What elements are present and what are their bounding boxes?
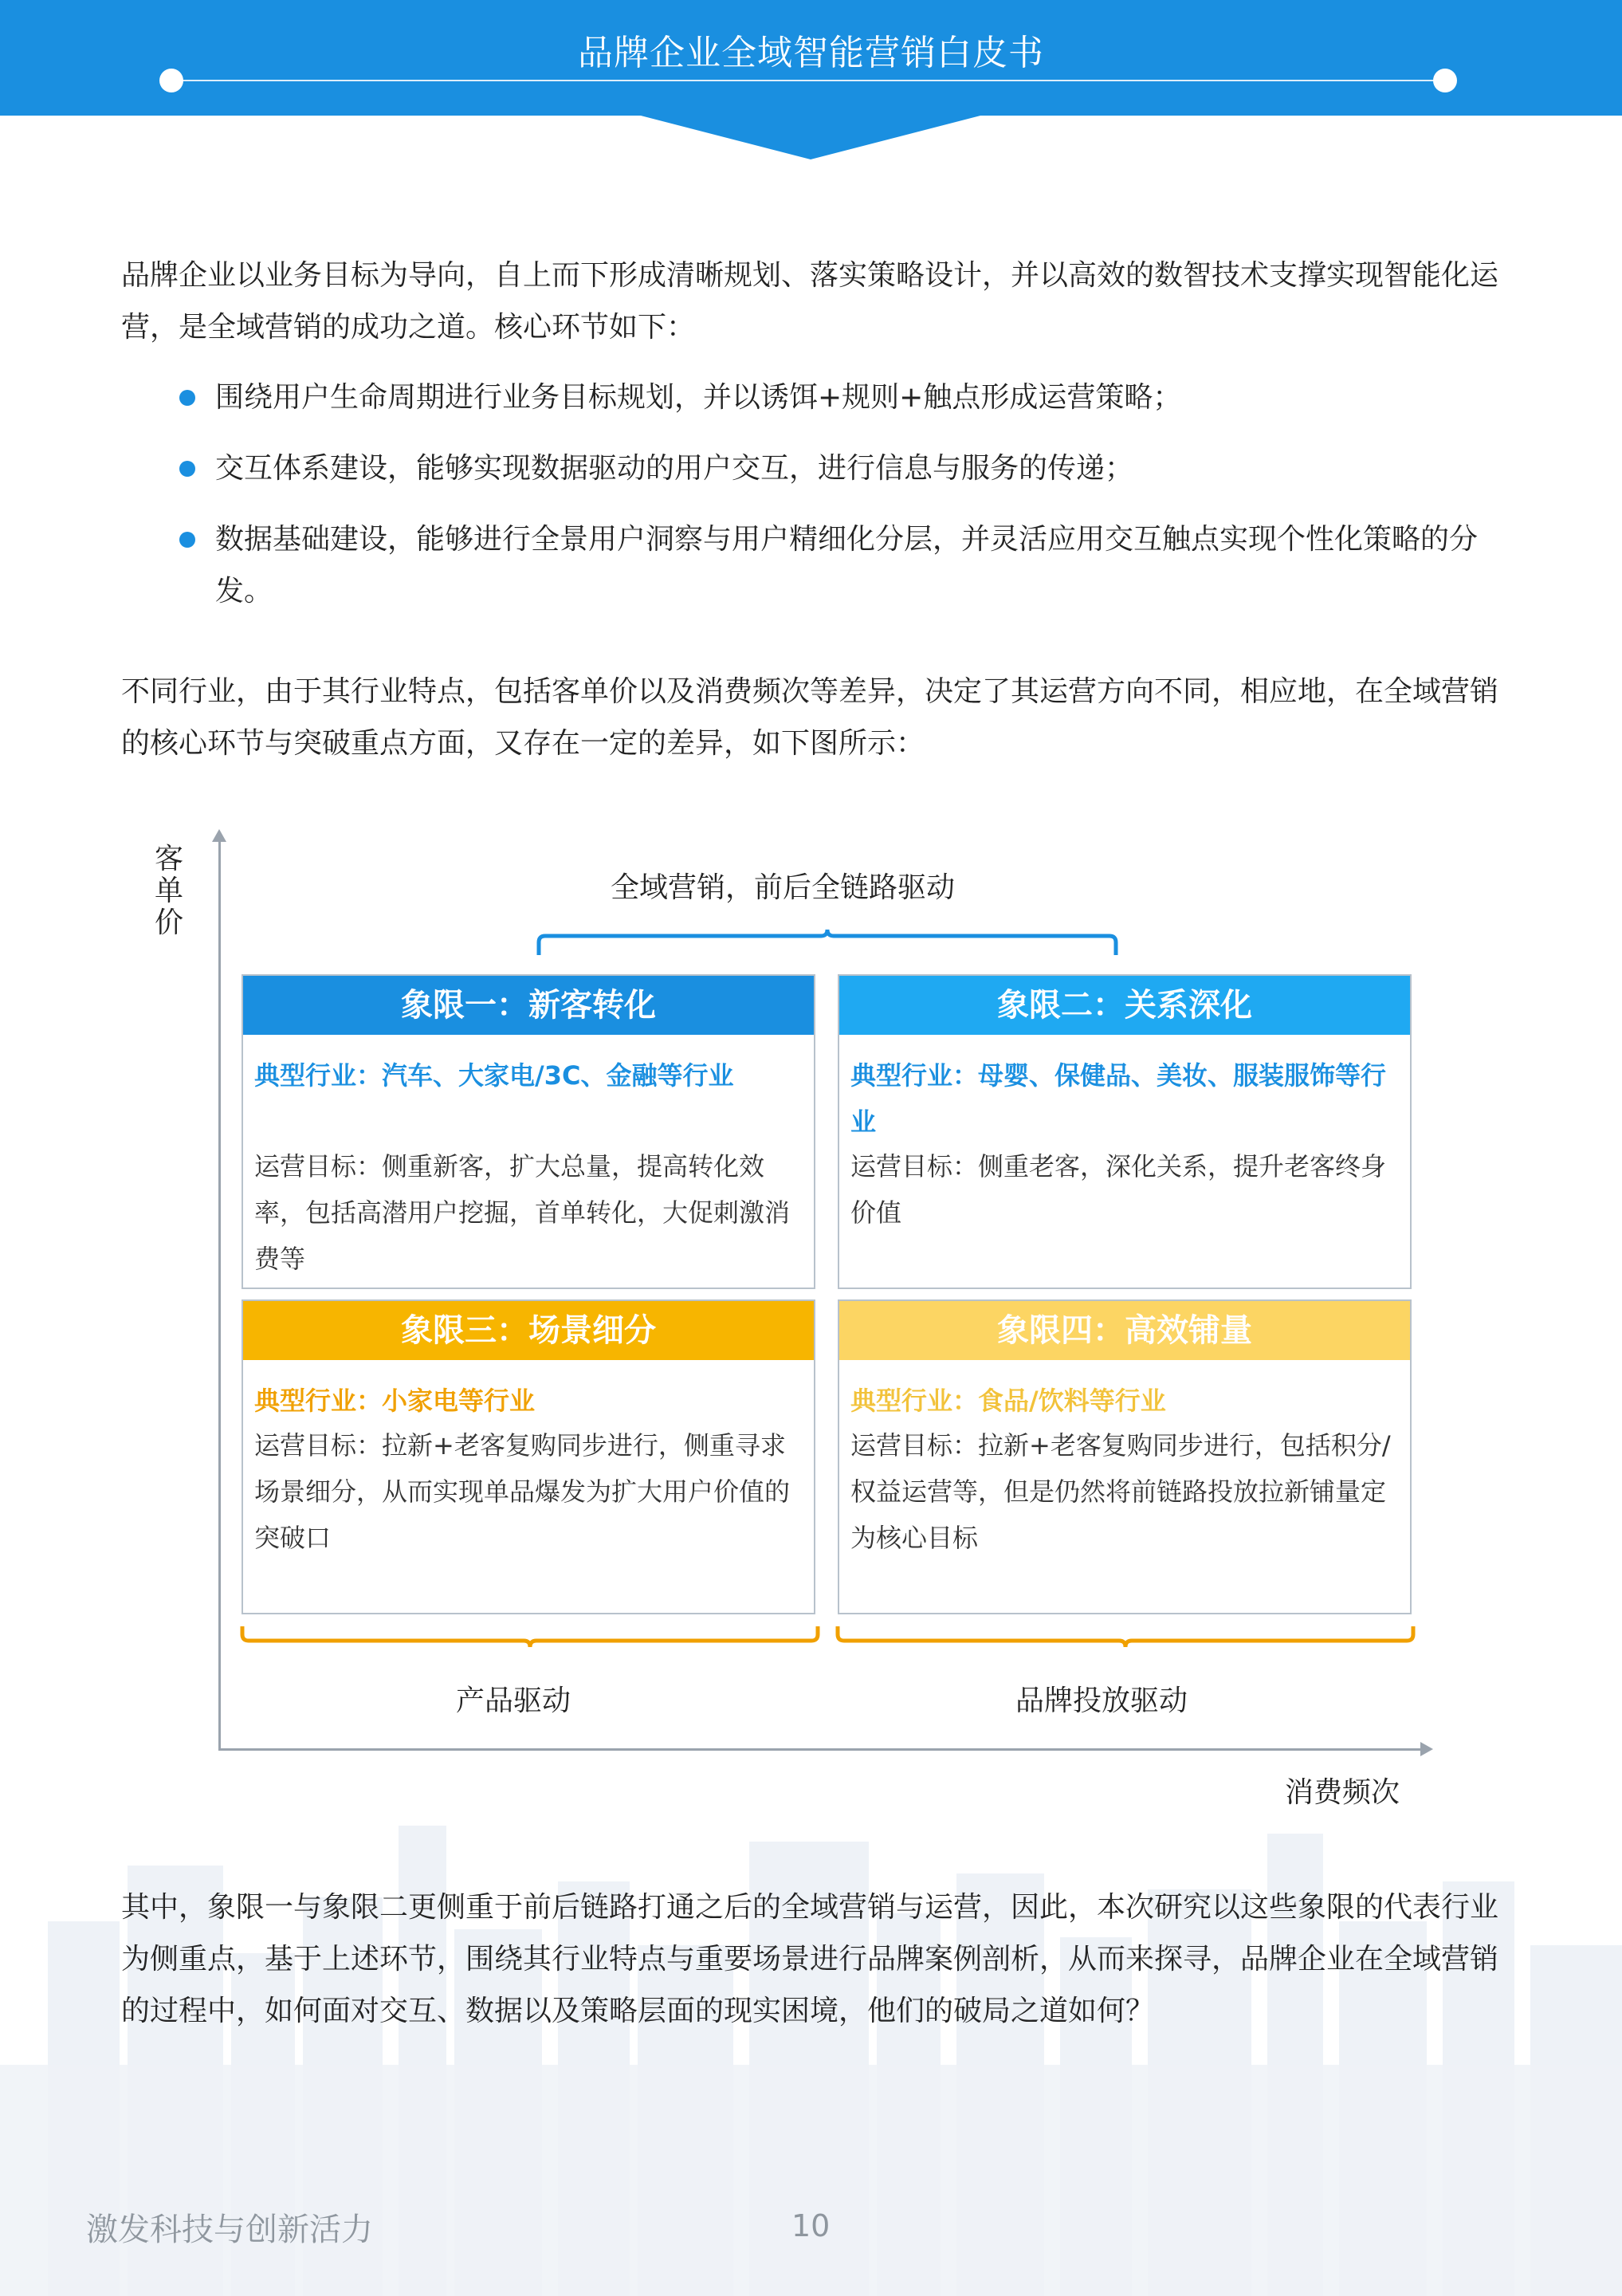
intro-paragraph: 品牌企业以业务目标为导向，自上而下形成清晰规划、落实策略设计，并以高效的数智技术支撑实现智能化运营，是全域营销的成功之道。核心环节如下： [121, 259, 1499, 344]
bottom-right-brace-icon [835, 1625, 1420, 1652]
header-notch [638, 115, 984, 159]
quadrant-4-title: 象限四：高效铺量 [839, 1301, 1410, 1360]
quadrant-3 [242, 1299, 815, 1614]
brand-driven-label: 品牌投放驱动 [1015, 1685, 1188, 1717]
bullet-text: 交互体系建设，能够实现数据驱动的用户交互，进行信息与服务的传递； [215, 452, 1134, 485]
quadrant-4 [838, 1299, 1412, 1614]
x-axis-arrow-icon [1420, 1742, 1433, 1756]
quadrant-3-goal: 运营目标：拉新+老客复购同步进行，侧重寻求场景细分，从而实现单品爆发为扩大用户价值的突破口 [254, 1430, 791, 1553]
bullet-text: 围绕用户生命周期进行业务目标规划，并以诱饵+规则+触点形成运营策略； [215, 381, 1182, 414]
bullet-item [179, 442, 1510, 494]
header-divider [171, 80, 1446, 81]
quadrant-2 [838, 974, 1412, 1289]
quadrant-2-goal: 运营目标：侧重老客，深化关系，提升老客终身价值 [850, 1151, 1387, 1228]
quadrant-2-industry: 典型行业：母婴、保健品、美妆、服装服饰等行业 [850, 1060, 1387, 1137]
bullet-dot-icon [179, 390, 195, 406]
bullet-list [179, 372, 1510, 636]
header-dot-left [159, 69, 183, 92]
header-dot-right [1433, 69, 1457, 92]
y-axis-label: 客单价 [154, 843, 183, 939]
header-title: 品牌企业全域智能营销白皮书 [578, 33, 1044, 73]
quadrant-3-industry: 典型行业：小家电等行业 [254, 1386, 536, 1416]
page-header [0, 0, 1622, 116]
bullet-dot-icon [179, 532, 195, 548]
page-number: 10 [791, 2208, 831, 2243]
bullet-item [179, 372, 1510, 423]
quadrant-1-title: 象限一：新客转化 [243, 976, 814, 1035]
quadrant-3-title: 象限三：场景细分 [243, 1301, 814, 1360]
top-brace-icon [534, 925, 1124, 957]
quadrant-2-title: 象限二：关系深化 [839, 976, 1410, 1035]
bullet-text: 数据基础建设，能够进行全景用户洞察与用户精细化分层，并灵活应用交互触点实现个性化策略的分发。 [215, 523, 1479, 607]
x-axis-label: 消费频次 [1285, 1776, 1400, 1809]
transition-paragraph: 不同行业，由于其行业特点，包括客单价以及消费频次等差异，决定了其运营方向不同，相应地，在全域营销的核心环节与突破重点方面，又存在一定的差异，如下图所示： [121, 675, 1499, 760]
quadrant-4-goal: 运营目标：拉新+老客复购同步进行，包括积分/权益运营等，但是仍然将前链路投放拉新铺量定为核心目标 [850, 1430, 1391, 1553]
quadrant-1 [242, 974, 815, 1289]
bottom-left-brace-icon [239, 1625, 824, 1652]
conclusion-paragraph: 其中，象限一与象限二更侧重于前后链路打通之后的全域营销与运营，因此，本次研究以这些象限的代表行业为侧重点，基于上述环节，围绕其行业特点与重要场景进行品牌案例剖析，从而来探寻，品牌企业在全域营销的过程中，如何面对交互、数据以及策略层面的现实困境，他们的破局之道如何？ [121, 1891, 1499, 2027]
quadrant-4-industry: 典型行业：食品/饮料等行业 [850, 1386, 1166, 1416]
quadrant-1-goal: 运营目标：侧重新客，扩大总量，提高转化效率，包括高潜用户挖掘，首单转化，大促刺激消费等 [254, 1151, 791, 1274]
quadrant-1-industry: 典型行业：汽车、大家电/3C、金融等行业 [254, 1060, 734, 1091]
bullet-item [179, 513, 1510, 617]
top-brace-label: 全域营销，前后全链路驱动 [611, 871, 956, 904]
x-axis [218, 1748, 1422, 1751]
footer-slogan: 激发科技与创新活力 [86, 2211, 373, 2248]
y-axis [218, 835, 221, 1750]
product-driven-label: 产品驱动 [456, 1685, 571, 1717]
bullet-dot-icon [179, 461, 195, 477]
